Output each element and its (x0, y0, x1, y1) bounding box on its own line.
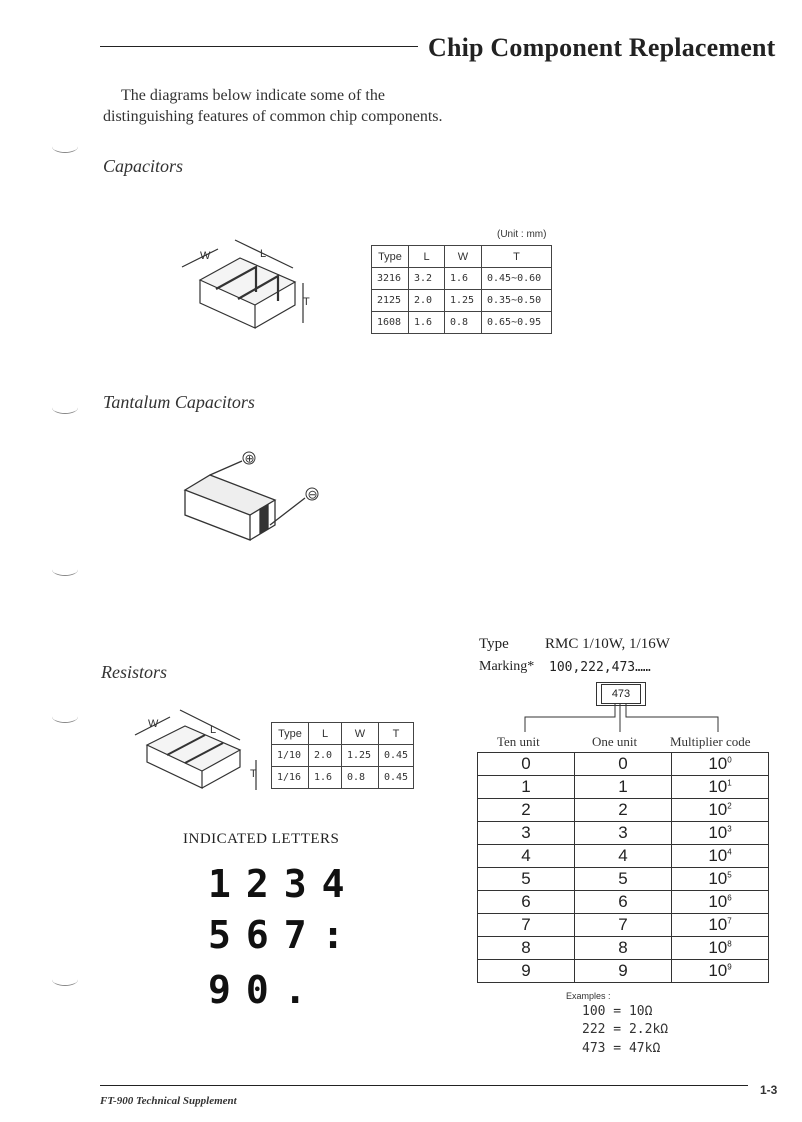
page-title: Chip Component Replacement (428, 33, 776, 62)
footer-title: FT-900 Technical Supplement (100, 1095, 237, 1107)
capacitor-diagram (170, 225, 330, 335)
table-row (478, 914, 769, 937)
marking-label: Marking* (479, 659, 535, 674)
table-cell: 1/10 (272, 745, 309, 767)
resistors-heading: Resistors (101, 662, 168, 682)
resistor-l-label: L (210, 724, 217, 736)
example-line: 473 = 47kΩ (582, 1041, 661, 1056)
column-header: L (409, 246, 445, 268)
table-cell: 1.6 (409, 312, 445, 334)
column-header: T (379, 723, 414, 745)
table-row (478, 937, 769, 960)
example-line: 222 = 2.2kΩ (582, 1022, 669, 1037)
multiplier-cell (672, 868, 769, 891)
table-row (372, 268, 552, 290)
one-unit-cell: 6 (575, 891, 672, 914)
multiplier-base: 10 (708, 938, 728, 957)
capacitor-l-label: L (260, 248, 267, 260)
multiplier-cell (672, 960, 769, 983)
table-row (272, 745, 414, 767)
multiplier-base: 10 (708, 869, 728, 888)
marking-sample-box (596, 682, 646, 706)
one-unit-cell: 4 (575, 845, 672, 868)
marking-value: 100,222,473…… (549, 660, 651, 675)
binder-hole-mark (52, 973, 78, 986)
footer-rule (100, 1085, 748, 1086)
indicated-letters-row: 90. (208, 968, 322, 1012)
type-label: Type (479, 636, 509, 652)
table-cell: 3216 (372, 268, 409, 290)
multiplier-cell (672, 799, 769, 822)
multiplier-exponent: 1 (727, 778, 732, 788)
multiplier-base: 10 (708, 915, 728, 934)
table-cell: 3.2 (409, 268, 445, 290)
multiplier-base: 10 (708, 800, 728, 819)
multiplier-cell (672, 845, 769, 868)
table-header-row (272, 723, 414, 745)
one-unit-cell: 2 (575, 799, 672, 822)
title-rule (100, 46, 418, 47)
multiplier-exponent: 2 (727, 801, 732, 811)
table-cell: 0.65~0.95 (482, 312, 552, 334)
table-cell: 1.6 (309, 767, 342, 789)
multiplier-exponent: 8 (727, 939, 732, 949)
marking-sample: 473 (601, 684, 641, 704)
ten-unit-cell: 9 (478, 960, 575, 983)
table-row (272, 767, 414, 789)
table-row (478, 776, 769, 799)
indicated-letters-heading: INDICATED LETTERS (183, 831, 340, 847)
indicated-letters-row: 567: (208, 913, 360, 957)
binder-hole-mark (52, 401, 78, 414)
capacitor-spec-table (371, 245, 552, 334)
table-header-row (372, 246, 552, 268)
multiplier-cell (672, 937, 769, 960)
examples-label: Examples : (566, 991, 611, 1001)
table-row (478, 891, 769, 914)
multiplier-base: 10 (708, 754, 728, 773)
table-cell: 0.45 (379, 767, 414, 789)
multiplier-exponent: 0 (727, 755, 732, 765)
binder-hole-mark (52, 140, 78, 153)
table-row (372, 312, 552, 334)
one-unit-cell: 0 (575, 753, 672, 776)
multiplier-cell (672, 891, 769, 914)
one-unit-header: One unit (592, 734, 638, 749)
intro-paragraph: The diagrams below indicate some of the distinguishing features of common chip components. (103, 87, 443, 125)
plus-polarity-icon: ⊕ (244, 451, 255, 466)
multiplier-exponent: 6 (727, 893, 732, 903)
column-header: L (309, 723, 342, 745)
multiplier-base: 10 (708, 961, 728, 980)
one-unit-cell: 5 (575, 868, 672, 891)
ten-unit-cell: 3 (478, 822, 575, 845)
multiplier-cell (672, 914, 769, 937)
table-cell: 2125 (372, 290, 409, 312)
table-cell: 0.45~0.60 (482, 268, 552, 290)
multiplier-cell (672, 776, 769, 799)
example-line: 100 = 10Ω (582, 1004, 653, 1019)
resistor-w-label: W (148, 718, 159, 730)
table-cell: 1.25 (342, 745, 379, 767)
multiplier-code-table (477, 752, 769, 983)
tantalum-capacitor-diagram (180, 445, 330, 545)
table-cell: 2.0 (409, 290, 445, 312)
ten-unit-cell: 1 (478, 776, 575, 799)
binder-hole-mark (52, 710, 78, 723)
capacitor-t-label: T (303, 296, 310, 308)
column-header: T (482, 246, 552, 268)
column-header: W (445, 246, 482, 268)
one-unit-cell: 3 (575, 822, 672, 845)
ten-unit-cell: 6 (478, 891, 575, 914)
one-unit-cell: 9 (575, 960, 672, 983)
table-row (478, 960, 769, 983)
table-row (478, 868, 769, 891)
table-cell: 1/16 (272, 767, 309, 789)
table-cell: 1608 (372, 312, 409, 334)
multiplier-exponent: 9 (727, 962, 732, 972)
ten-unit-cell: 8 (478, 937, 575, 960)
table-row (478, 845, 769, 868)
multiplier-exponent: 3 (727, 824, 732, 834)
column-header: W (342, 723, 379, 745)
multiplier-base: 10 (708, 892, 728, 911)
page-number: 1-3 (760, 1083, 778, 1097)
table-cell: 0.35~0.50 (482, 290, 552, 312)
capacitors-heading: Capacitors (103, 156, 184, 176)
multiplier-cell (672, 822, 769, 845)
table-row (478, 822, 769, 845)
multiplier-base: 10 (708, 777, 728, 796)
ten-unit-cell: 0 (478, 753, 575, 776)
ten-unit-cell: 5 (478, 868, 575, 891)
column-header: Type (272, 723, 309, 745)
one-unit-cell: 8 (575, 937, 672, 960)
multiplier-exponent: 7 (727, 916, 732, 926)
type-value: RMC 1/10W, 1/16W (545, 636, 670, 652)
ten-unit-header: Ten unit (497, 734, 540, 749)
table-cell: 1.25 (445, 290, 482, 312)
table-cell: 0.8 (342, 767, 379, 789)
tantalum-heading: Tantalum Capacitors (103, 392, 255, 412)
column-header: Type (372, 246, 409, 268)
multiplier-exponent: 5 (727, 870, 732, 880)
binder-hole-mark (52, 563, 78, 576)
table-row (372, 290, 552, 312)
capacitor-unit-note: (Unit : mm) (497, 229, 547, 240)
resistor-spec-table (271, 722, 414, 789)
multiplier-base: 10 (708, 846, 728, 865)
resistor-diagram (130, 705, 270, 805)
table-cell: 2.0 (309, 745, 342, 767)
minus-polarity-icon: ⊖ (307, 487, 318, 502)
table-cell: 1.6 (445, 268, 482, 290)
ten-unit-cell: 7 (478, 914, 575, 937)
table-row (478, 753, 769, 776)
one-unit-cell: 7 (575, 914, 672, 937)
multiplier-cell (672, 753, 769, 776)
indicated-letters-row: 1234 (208, 862, 360, 906)
marking-bracket-lines (520, 704, 720, 734)
one-unit-cell: 1 (575, 776, 672, 799)
multiplier-base: 10 (708, 823, 728, 842)
table-cell: 0.45 (379, 745, 414, 767)
ten-unit-cell: 2 (478, 799, 575, 822)
table-cell: 0.8 (445, 312, 482, 334)
ten-unit-cell: 4 (478, 845, 575, 868)
resistor-t-label: T (250, 768, 257, 780)
capacitor-w-label: W (200, 250, 211, 262)
table-row (478, 799, 769, 822)
multiplier-exponent: 4 (727, 847, 732, 857)
multiplier-code-header: Multiplier code (670, 734, 751, 749)
